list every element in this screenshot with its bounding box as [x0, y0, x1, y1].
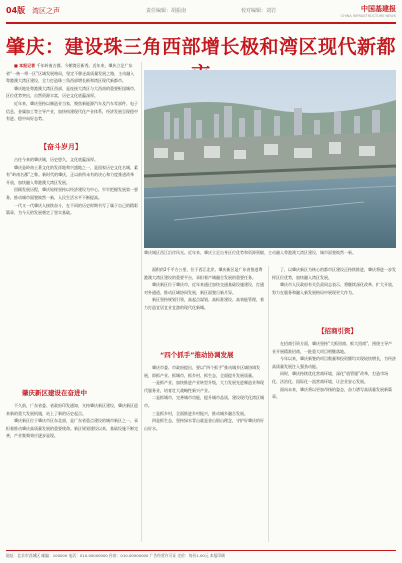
paragraph: 三是抓乡村，全面推进乡村振兴，推动城乡融合发展。 — [152, 410, 248, 416]
article-column-2 — [144, 266, 264, 312]
paragraph: 古往今来的肇庆城，历史悠久，文化底蕴深厚。 — [14, 157, 98, 162]
headline: 肇庆：建设珠三角西部增长极和湾区现代新都 — [6, 36, 397, 58]
column-divider — [141, 62, 142, 542]
paragraph: 面向未来，肇庆将以更加昂扬的姿态，奋力谱写高质量发展新篇章。 — [272, 386, 392, 400]
paragraph: 肇庆地处粤港澳大湾区西部，是连接大湾区与大西南的重要枢纽城市，区位优势突出，自然资源丰富，历史文化底蕴深厚。 — [6, 85, 138, 99]
byline: ■ 本报记者 — [14, 63, 36, 68]
subheading: 肇庆新区建设在奋进中 — [22, 389, 87, 397]
column-divider — [268, 266, 269, 542]
paragraph: 同时，肇庆持续优化营商环境，深化“放管服”改革，打造市场化、法治化、国际化一流营商环境，让企业安心发展。 — [272, 371, 389, 384]
paragraph: 新区坚持规划引领，高起点谋划、高标准建设、高效能管理，着力打造宜居宜业宜游的现代化新城。 — [144, 297, 264, 310]
city-aerial-photo — [144, 70, 396, 248]
page-header — [6, 4, 396, 22]
photo-caption: 肇庆城区西江沿岸风光。近年来，肇庆立足自身区位优势和资源禀赋，主动融入粤港澳大湾区建设，城市面貌焕然一新。 — [144, 250, 356, 255]
paragraph: 肇庆是岭南土著文化的发祥地和兴盛地之一，是国家历史文化名城，素有“岭南名郡”之称。新时代的肇庆，正以前所未有的决心和力度推进改革开放，加快融入粤港澳大湾区发展。 — [6, 164, 138, 185]
article-column-1b — [6, 156, 138, 217]
paragraph: 今年以来，肇庆新签约项目数量和投资额均实现较快增长，为经济高质量发展注入强劲动能。 — [272, 356, 396, 369]
article-column-1c — [6, 402, 138, 440]
page-footer: 地址：北京市西城区 邮编：100000 电话：010-00000000 传真：010-00000000 广告经营许可证 定价：每份1.00元 本报印刷 — [6, 550, 396, 559]
article-column-3 — [272, 266, 396, 296]
section-name: 湾区之声 — [32, 7, 60, 15]
header-rule — [6, 22, 396, 24]
paragraph: 一代又一代肇庆人接续奋斗，在不同的历史时期书写了属于自己的精彩篇章，为今天的发展奠定了坚实基础。 — [6, 202, 138, 216]
article-column-1 — [6, 62, 138, 123]
newspaper-logo-subtitle: CHINA INFRASTRUCTURE NEWS — [340, 14, 396, 18]
paragraph: 肇庆新区位于肇庆市，近年来通过加快交通基础设施建设，打通对外通道，推动区域协同发展，新区面貌日新月异。 — [144, 282, 264, 295]
subheading: 【奋斗岁月】 — [40, 143, 82, 151]
page-number: 04版 — [6, 6, 26, 15]
photo-illustration — [144, 70, 396, 248]
paragraph: 在招商引资方面，肇庆坚持“大抓招商、抓大招商”，围绕主导产业开展精准招商，一批重大项目相继落地。 — [272, 341, 393, 354]
paragraph: 不久前，广东省委、省政府印发通知，支持肇庆新区建设，肇庆新区迎来新的重大发展机遇，站上了新的历史起点。 — [6, 403, 138, 416]
editor-credit: 责任编辑：胡振南 — [146, 8, 187, 14]
paragraph: 回顾发展历程，肇庆始终坚持以经济建设为中心，牢牢把握发展第一要务，推动城市面貌焕然一新，人民生活水平不断提高。 — [6, 187, 138, 200]
article-column-2b — [144, 364, 264, 432]
paragraph: 四是抓生态，坚持绿水青山就是金山银山理念，守护好肇庆的好山好水。 — [144, 418, 264, 431]
paragraph: 肇庆市人民政府有关负责同志表示，将继续深化改革、扩大开放，努力在服务和融入新发展格局中展现更大作为。 — [272, 282, 396, 295]
subheading: “四个抓手”推动协调发展 — [160, 351, 234, 359]
paragraph: 面积约2千平方公里，位于西江北岸。肇庆新区是广东省推进粤港澳大湾区建设的重要平台，承担着产城融合发展的重要任务。 — [144, 267, 263, 280]
paragraph: 近年来，肇庆坚持以制造业当家，聚焦新能源汽车及汽车零部件、电子信息、金属加工等主导产业，加快构建现代化产业体系，经济发展呈现稳中有进、稳中向好态势。 — [6, 100, 138, 122]
paragraph: 肇庆新区位于肇庆市区东北部，是广东省重点建设的城市新区之一，承担着推动肇庆高质量发展的重要使命。新区规划建设以来，基础设施不断完善，产业集聚效应逐步显现。 — [6, 418, 138, 439]
paragraph: 千年岭南古郡，今朝湾区新秀。近年来，肇庆立足广东省“一核一带一区”区域发展格局，坚定不移走高质量发展之路，主动融入粤港澳大湾区建设，全力打造珠三角西部增长极和湾区现代新都市。 — [6, 63, 135, 84]
paragraph: 一是抓产业，加快推进产业转型升级，大力发展先进制造业和现代服务业，培育壮大战略性新兴产业。 — [144, 380, 264, 393]
article-column-3b — [272, 340, 396, 401]
paragraph: 肇庆市委、市政府提出，要以“四个抓手”推动城乡区域协调发展，即抓产业、抓城市、抓乡村、抓生态，全面提升发展质量。 — [144, 365, 261, 378]
paragraph: 了，以肇庆新区为核心的都市区建设正持续推进，肇庆将进一步发挥区位优势，加快融入湾区发展。 — [272, 267, 396, 280]
newspaper-logo: 中国基建报 — [361, 5, 396, 13]
subheading: 【招商引资】 — [318, 327, 357, 335]
proof-editor-credit: 校对编辑：刘岩 — [241, 8, 277, 14]
paragraph: 二是抓城市，完善城市功能，提升城市品质，建设现代化湾区城市。 — [144, 395, 264, 408]
